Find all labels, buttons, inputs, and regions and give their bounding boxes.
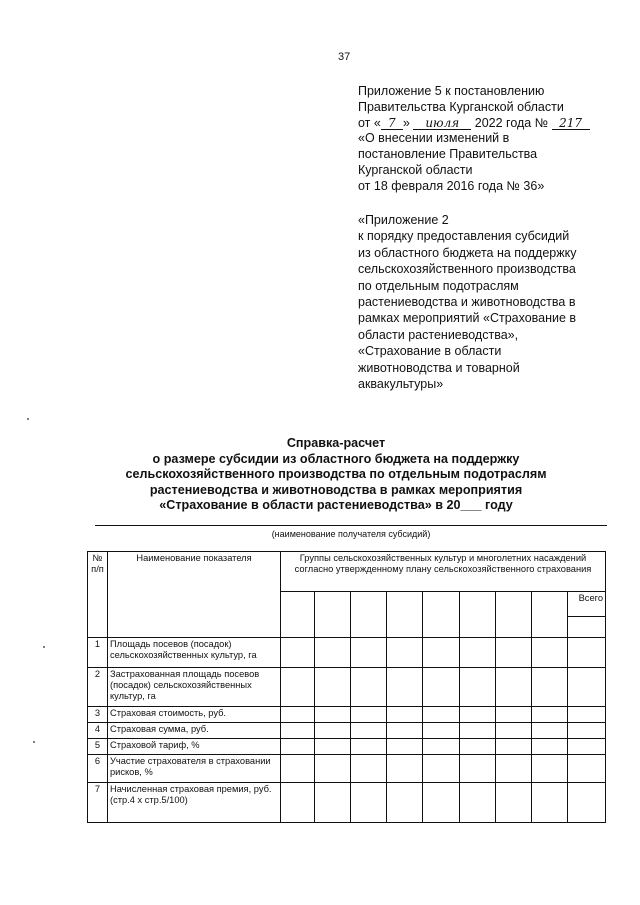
handwritten-day: 7 [381,117,403,130]
group-cell[interactable] [351,592,387,638]
table-row [88,739,606,755]
value-cell[interactable] [351,668,387,707]
quote-line: животноводства и товарной [358,360,520,375]
value-cell[interactable] [423,739,460,755]
appendix-header [358,84,628,195]
value-cell[interactable] [387,638,423,668]
value-cell[interactable] [460,755,496,783]
appendix-line: от 18 февраля 2016 года № 36» [358,178,545,193]
value-cell[interactable] [532,739,568,755]
value-cell[interactable] [315,707,351,723]
table-row [88,707,606,723]
row-label: Площадь посевов (посадок) сельскохозяйственных культур, га [108,638,281,668]
value-cell[interactable] [315,783,351,823]
value-cell[interactable] [460,707,496,723]
value-cell[interactable] [496,723,532,739]
quote-line: растениеводства и животноводства в [358,295,576,310]
value-cell[interactable] [568,755,606,783]
group-cell[interactable] [460,592,496,638]
table-row [88,755,606,783]
value-cell[interactable] [423,707,460,723]
quote-line: к порядку предоставления субсидий [358,229,570,244]
table-row [88,783,606,823]
value-cell[interactable] [281,783,315,823]
value-cell[interactable] [351,638,387,668]
value-cell[interactable] [496,668,532,707]
value-cell[interactable] [315,723,351,739]
value-cell[interactable] [387,723,423,739]
title-line: «Страхование в области растениеводства» в 20___ году [159,498,513,513]
quote-line: из областного бюджета на поддержку [358,245,577,260]
group-cell[interactable] [568,617,606,638]
group-cell[interactable] [423,592,460,638]
appendix-line: Правительства Курганской области [358,99,564,114]
quote-line: рамках мероприятий «Страхование в [358,311,577,326]
row-number: 5 [88,739,108,755]
value-cell[interactable] [460,723,496,739]
value-cell[interactable] [460,739,496,755]
handwritten-month: июля [413,117,471,130]
value-cell[interactable] [387,739,423,755]
quote-line: аквакультуры» [358,377,444,392]
title-line: растениеводства и животноводства в рамках мероприятия [149,482,523,497]
value-cell[interactable] [351,723,387,739]
value-cell[interactable] [496,739,532,755]
calculation-table [87,551,606,823]
row-label: Страховой тариф, % [108,739,281,755]
header-indicator: Наименование показателя [108,552,281,638]
row-number: 6 [88,755,108,783]
row-label: Страховая сумма, руб. [108,723,281,739]
value-cell[interactable] [496,638,532,668]
value-cell[interactable] [423,668,460,707]
value-cell[interactable] [281,755,315,783]
header-number: № п/п [88,552,108,638]
row-number: 4 [88,723,108,739]
value-cell[interactable] [281,668,315,707]
value-cell[interactable] [532,783,568,823]
group-cell[interactable] [496,592,532,638]
row-number: 7 [88,783,108,823]
table-row [88,668,606,707]
value-cell[interactable] [460,638,496,668]
row-label: Начисленная страховая премия, руб. (стр.4 х стр.5/100) [108,783,281,823]
value-cell[interactable] [532,723,568,739]
group-cell[interactable] [532,592,568,638]
value-cell[interactable] [532,707,568,723]
header-crop-groups: Группы сельскохозяйственных культур и многолетних насаждений согласно утвержденному плану сельскохозяйственного страхования [281,552,606,592]
value-cell[interactable] [568,783,606,823]
value-cell[interactable] [532,755,568,783]
appendix-date-line [358,116,628,132]
value-cell[interactable] [387,755,423,783]
appendix-line: Курганской области [358,162,473,177]
date-prefix: от « [358,115,381,130]
date-mid: » [402,115,410,130]
value-cell[interactable] [423,783,460,823]
value-cell[interactable] [532,638,568,668]
value-cell[interactable] [387,668,423,707]
scan-mark [43,646,45,648]
row-number: 3 [88,707,108,723]
recipient-caption: (наименование получателя субсидий) [271,529,431,539]
quote-line: «Приложение 2 [358,213,449,227]
quote-line: по отдельным подотраслям [358,278,519,293]
value-cell[interactable] [568,723,606,739]
appendix-line: постановление Правительства [358,147,538,162]
value-cell[interactable] [315,739,351,755]
value-cell[interactable] [351,783,387,823]
handwritten-number: 217 [552,117,590,130]
value-cell[interactable] [351,707,387,723]
value-cell[interactable] [351,739,387,755]
row-number: 2 [88,668,108,707]
quote-line: «Страхование в области [358,344,502,359]
page-number: 37 [338,51,351,63]
value-cell[interactable] [387,707,423,723]
value-cell[interactable] [568,707,606,723]
value-cell[interactable] [568,638,606,668]
title-line: о размере субсидии из областного бюджета на поддержку [152,451,520,466]
value-cell[interactable] [423,755,460,783]
value-cell[interactable] [423,638,460,668]
title-line: Справка-расчет [286,436,386,450]
value-cell[interactable] [460,668,496,707]
scan-mark [33,741,35,743]
value-cell[interactable] [281,723,315,739]
appendix-line: Приложение 5 к постановлению [358,84,545,98]
value-cell[interactable] [315,638,351,668]
value-cell[interactable] [351,755,387,783]
quote-line: области растениеводства», [358,327,519,342]
value-cell[interactable] [496,707,532,723]
value-cell[interactable] [496,755,532,783]
value-cell[interactable] [315,755,351,783]
document-title [60,436,612,514]
row-label: Застрахованная площадь посевов (посадок) сельскохозяйственных культур, га [108,668,281,707]
appendix-line: «О внесении изменений в [358,131,510,146]
quote-line: сельскохозяйственного производства [358,262,576,277]
recipient-name-line[interactable] [95,525,607,526]
row-label: Страховая стоимость, руб. [108,707,281,723]
value-cell[interactable] [460,783,496,823]
group-cell[interactable] [315,592,351,638]
value-cell[interactable] [387,783,423,823]
value-cell[interactable] [281,739,315,755]
value-cell[interactable] [281,707,315,723]
value-cell[interactable] [532,668,568,707]
header-total: Всего [568,592,606,617]
value-cell[interactable] [315,668,351,707]
row-number: 1 [88,638,108,668]
date-year: 2022 года № [474,115,549,130]
group-cell[interactable] [281,592,315,638]
title-line: сельскохозяйственного производства по отдельным подотраслям [125,467,547,482]
value-cell[interactable] [281,638,315,668]
value-cell[interactable] [423,723,460,739]
value-cell[interactable] [568,739,606,755]
table-row [88,638,606,668]
group-cell[interactable] [387,592,423,638]
scan-mark [27,418,29,420]
quoted-appendix [358,212,628,392]
table-row [88,723,606,739]
value-cell[interactable] [496,783,532,823]
value-cell[interactable] [568,668,606,707]
row-label: Участие страхователя в страховании рисков, % [108,755,281,783]
